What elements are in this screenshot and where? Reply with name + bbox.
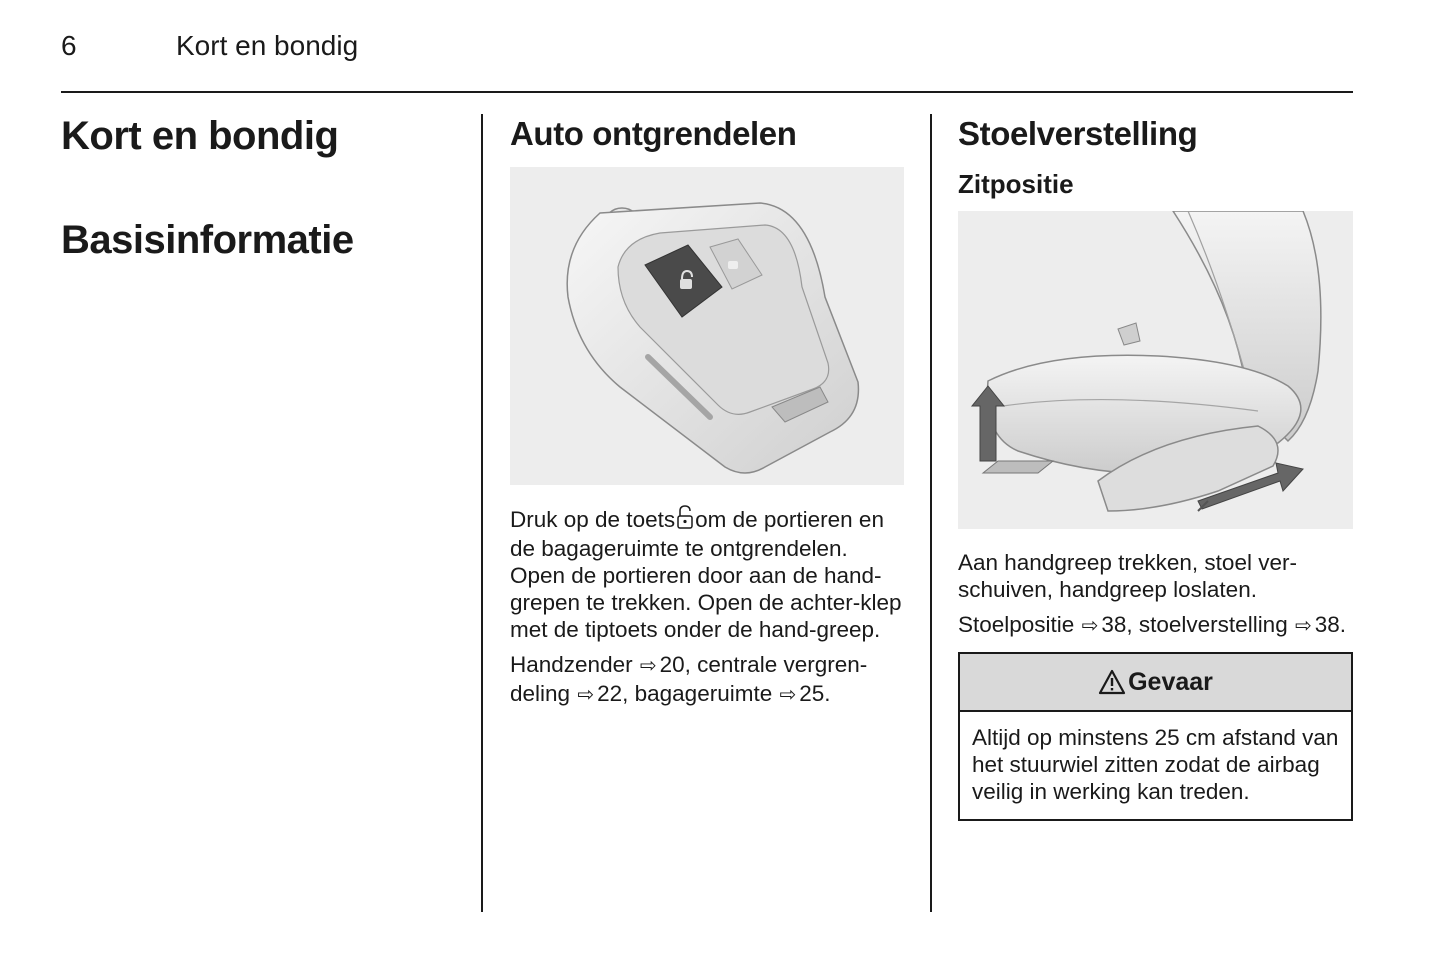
unlock-text-end: om de portieren en de bagageruimte te ontgrendelen. Open de portieren door aan de hand-grepen te trekken. Open de achter-klep met de tiptoets onder de hand-greep. xyxy=(510,507,902,642)
column-divider xyxy=(930,114,932,912)
subsection-heading: Zitpositie xyxy=(958,169,1074,199)
danger-text: Altijd op minstens 25 cm afstand van het stuurwiel zitten zodat de airbag veilig in werking kan treden. xyxy=(972,725,1339,804)
section-heading-seat: Stoelverstelling xyxy=(958,115,1198,152)
reference-arrow-icon: ⇨ xyxy=(577,684,595,706)
ref-text: . xyxy=(1339,612,1347,637)
ref-text: . xyxy=(824,681,831,706)
warning-triangle-icon xyxy=(1098,669,1126,695)
left-column xyxy=(61,112,461,264)
reference-arrow-icon: ⇨ xyxy=(1294,615,1312,637)
section-title: Basisinformatie xyxy=(61,218,354,262)
unlock-text-start: Druk op de toets xyxy=(510,507,676,532)
right-column xyxy=(958,112,1353,821)
reference-arrow-icon: ⇨ xyxy=(1081,615,1099,637)
ref-text: Stoelpositie xyxy=(958,612,1075,637)
unlock-instructions xyxy=(510,505,904,643)
reference-arrow-icon: ⇨ xyxy=(639,655,657,677)
ref-text: , stoelverstelling xyxy=(1126,612,1288,637)
page-reference[interactable]: 38 xyxy=(1314,612,1340,637)
remote-key-icon xyxy=(510,167,904,485)
unlock-references xyxy=(510,651,904,709)
running-header xyxy=(61,30,1353,70)
page-number: 6 xyxy=(61,30,77,61)
middle-column xyxy=(510,112,904,709)
running-header-title: Kort en bondig xyxy=(176,30,359,61)
danger-header xyxy=(960,654,1351,712)
ref-text: , centrale vergren-deling xyxy=(510,652,868,706)
seat-instructions: Aan handgreep trekken, stoel ver-schuiven, handgreep loslaten. xyxy=(958,550,1297,602)
section-heading-unlock: Auto ontgrendelen xyxy=(510,115,797,152)
seat-adjustment-icon xyxy=(958,211,1353,529)
header-rule xyxy=(61,91,1353,93)
reference-arrow-icon: ⇨ xyxy=(779,684,797,706)
page-reference[interactable]: 38 xyxy=(1101,612,1127,637)
chapter-title: Kort en bondig xyxy=(61,114,339,158)
remote-key-illustration xyxy=(510,167,904,485)
unlock-icon xyxy=(677,505,693,535)
seat-references xyxy=(958,611,1353,640)
page-reference[interactable]: 25 xyxy=(799,681,825,706)
column-divider xyxy=(481,114,483,912)
danger-warning-box xyxy=(958,652,1353,821)
danger-title: Gevaar xyxy=(1128,667,1213,696)
page-reference[interactable]: 22 xyxy=(597,681,623,706)
page-reference[interactable]: 20 xyxy=(659,652,685,677)
seat-adjustment-illustration xyxy=(958,211,1353,529)
ref-text: , bagageruimte xyxy=(622,681,773,706)
ref-text: Handzender xyxy=(510,652,633,677)
